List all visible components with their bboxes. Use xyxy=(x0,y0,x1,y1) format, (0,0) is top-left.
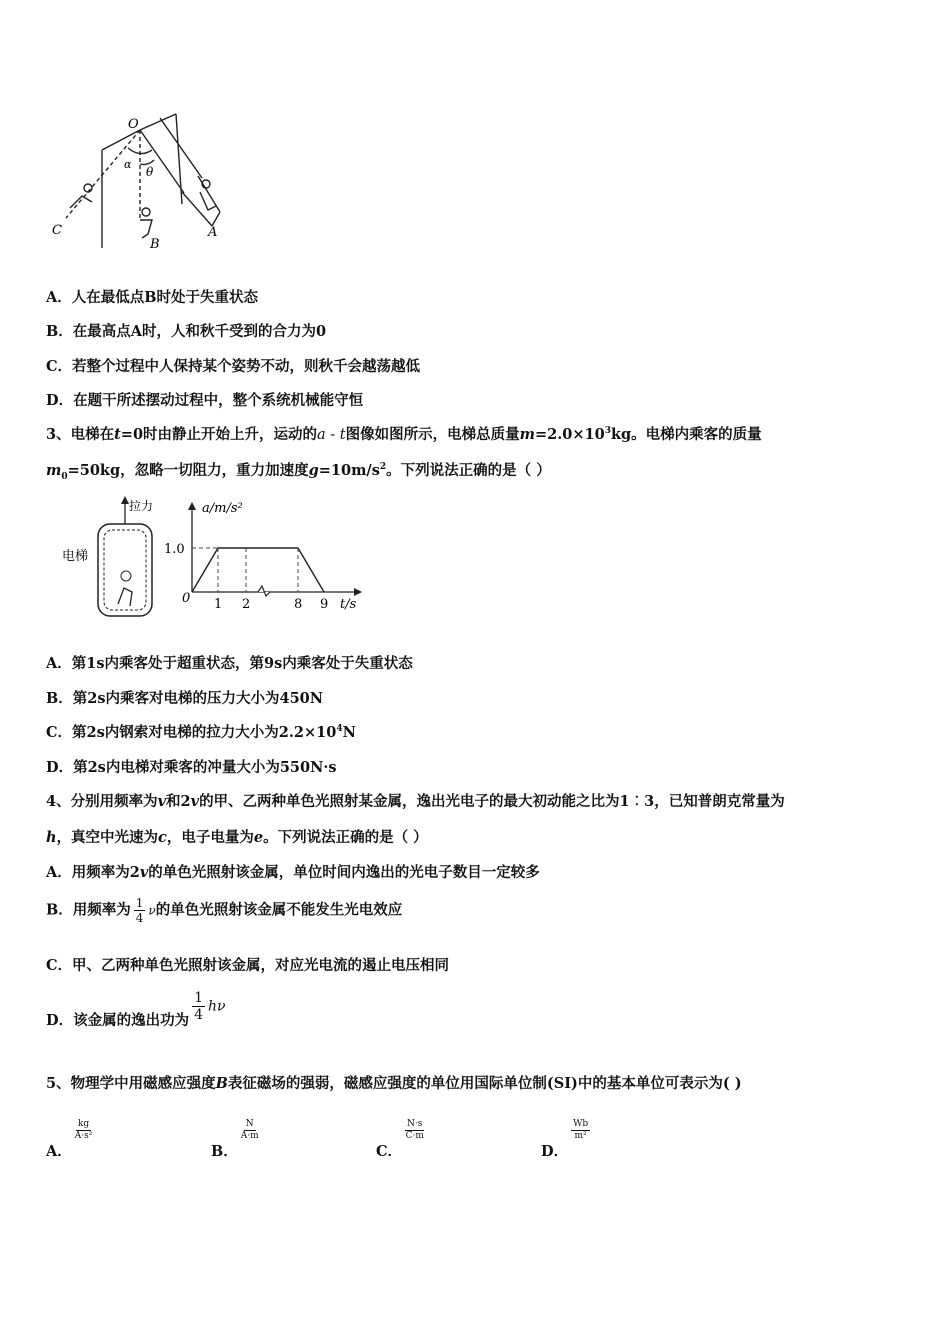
q4-option-c: C．甲、乙两种单色光照射该金属，对应光电流的遏止电压相同 xyxy=(46,957,450,974)
q5-stem: 5、物理学中用磁感应强度B表征磁场的强弱，磁感应强度的单位用国际单位制(SI)中的基本单位可表示为( ) xyxy=(46,1075,742,1092)
q5-option-d: D． $\frac{Wb}{\text{m²}}$ xyxy=(541,1118,589,1160)
axis-break xyxy=(258,586,270,596)
elevator-figure xyxy=(56,494,376,624)
origin-label: 0 xyxy=(182,591,191,606)
xtick-label: 9 xyxy=(320,597,329,612)
force-label: 拉力 xyxy=(129,499,154,513)
q3-stem-line1: 3、电梯在t=0时由静止开始上升，运动的a - t图像如图所示，电梯总质量$m=2.0\times 10^3kg$。电梯内乘客的质量 xyxy=(46,426,762,443)
q3-stem-line2: $m_0=50kg$，忽略一切阻力，重力加速度$g=10m/s^2$。下列说法正确的是（ ） xyxy=(46,462,551,482)
q2-option-c: C．若整个过程中人保持某个姿势不动，则秋千会越荡越低 xyxy=(46,358,421,375)
label-alpha: α xyxy=(124,158,132,171)
y-axis-label: a/m/s² xyxy=(202,501,243,516)
q3-option-b: B．第2s内乘客对电梯的压力大小为450N xyxy=(46,690,324,707)
label-A: A xyxy=(208,225,218,240)
q2-option-d: D．在题干所述摆动过程中，整个系统机械能守恒 xyxy=(46,392,364,409)
q2-option-b: B．在最高点A时，人和秋千受到的合力为0 xyxy=(46,323,327,340)
ytick-label: 1.0 xyxy=(164,542,185,557)
at-chart xyxy=(164,501,362,612)
y-axis-arrow xyxy=(188,502,196,510)
q2-option-a: A．人在最低点B时处于失重状态 xyxy=(46,289,259,306)
q3-option-d: D．第2s内电梯对乘客的冲量大小为550N·s xyxy=(46,759,337,776)
elevator-label: 电梯 xyxy=(62,549,89,564)
q4-stem-line2: h，真空中光速为c，电子电量为e。下列说法正确的是（ ） xyxy=(46,829,428,846)
q5-option-c: C． $\frac{N\cdot s}{C\cdot m}$ xyxy=(376,1118,424,1160)
q3-option-a: A．第1s内乘客处于超重状态，第9s内乘客处于失重状态 xyxy=(46,655,413,672)
label-C: C xyxy=(52,223,62,238)
series-line xyxy=(192,548,324,592)
xtick-label: 8 xyxy=(294,597,303,612)
swing-figure xyxy=(48,108,238,253)
q3-option-c: C．第2s内钢索对电梯的拉力大小为$2.2\times 10^4N$ xyxy=(46,724,356,741)
q4-option-d: D．该金属的逸出功为 $\frac{1}{4}$ hν xyxy=(46,990,226,1029)
q4-option-b: B．用频率为 $\frac{1}{4}$ ν的单色光照射该金属不能发生光电效应 xyxy=(46,896,403,925)
label-O: O xyxy=(128,117,139,132)
x-axis-label: t/s xyxy=(340,597,357,612)
xtick-label: 2 xyxy=(242,597,251,612)
xtick-label: 1 xyxy=(214,597,223,612)
label-theta: θ xyxy=(146,165,154,179)
q4-stem-line1: 4、分别用频率为v和2v的甲、乙两种单色光照射某金属，逸出光电子的最大初动能之比为1︰3，已知普朗克常量为 xyxy=(46,793,785,810)
q4-option-a: A．用频率为2v的单色光照射该金属，单位时间内逸出的光电子数目一定较多 xyxy=(46,864,540,881)
x-axis-arrow xyxy=(354,588,362,596)
label-B: B xyxy=(150,237,160,252)
q5-option-b: B． $\frac{N}{A\cdot m}$ xyxy=(211,1118,259,1160)
q5-option-a: A． $\frac{kg}{\text{A·s²}}$ xyxy=(46,1118,93,1160)
